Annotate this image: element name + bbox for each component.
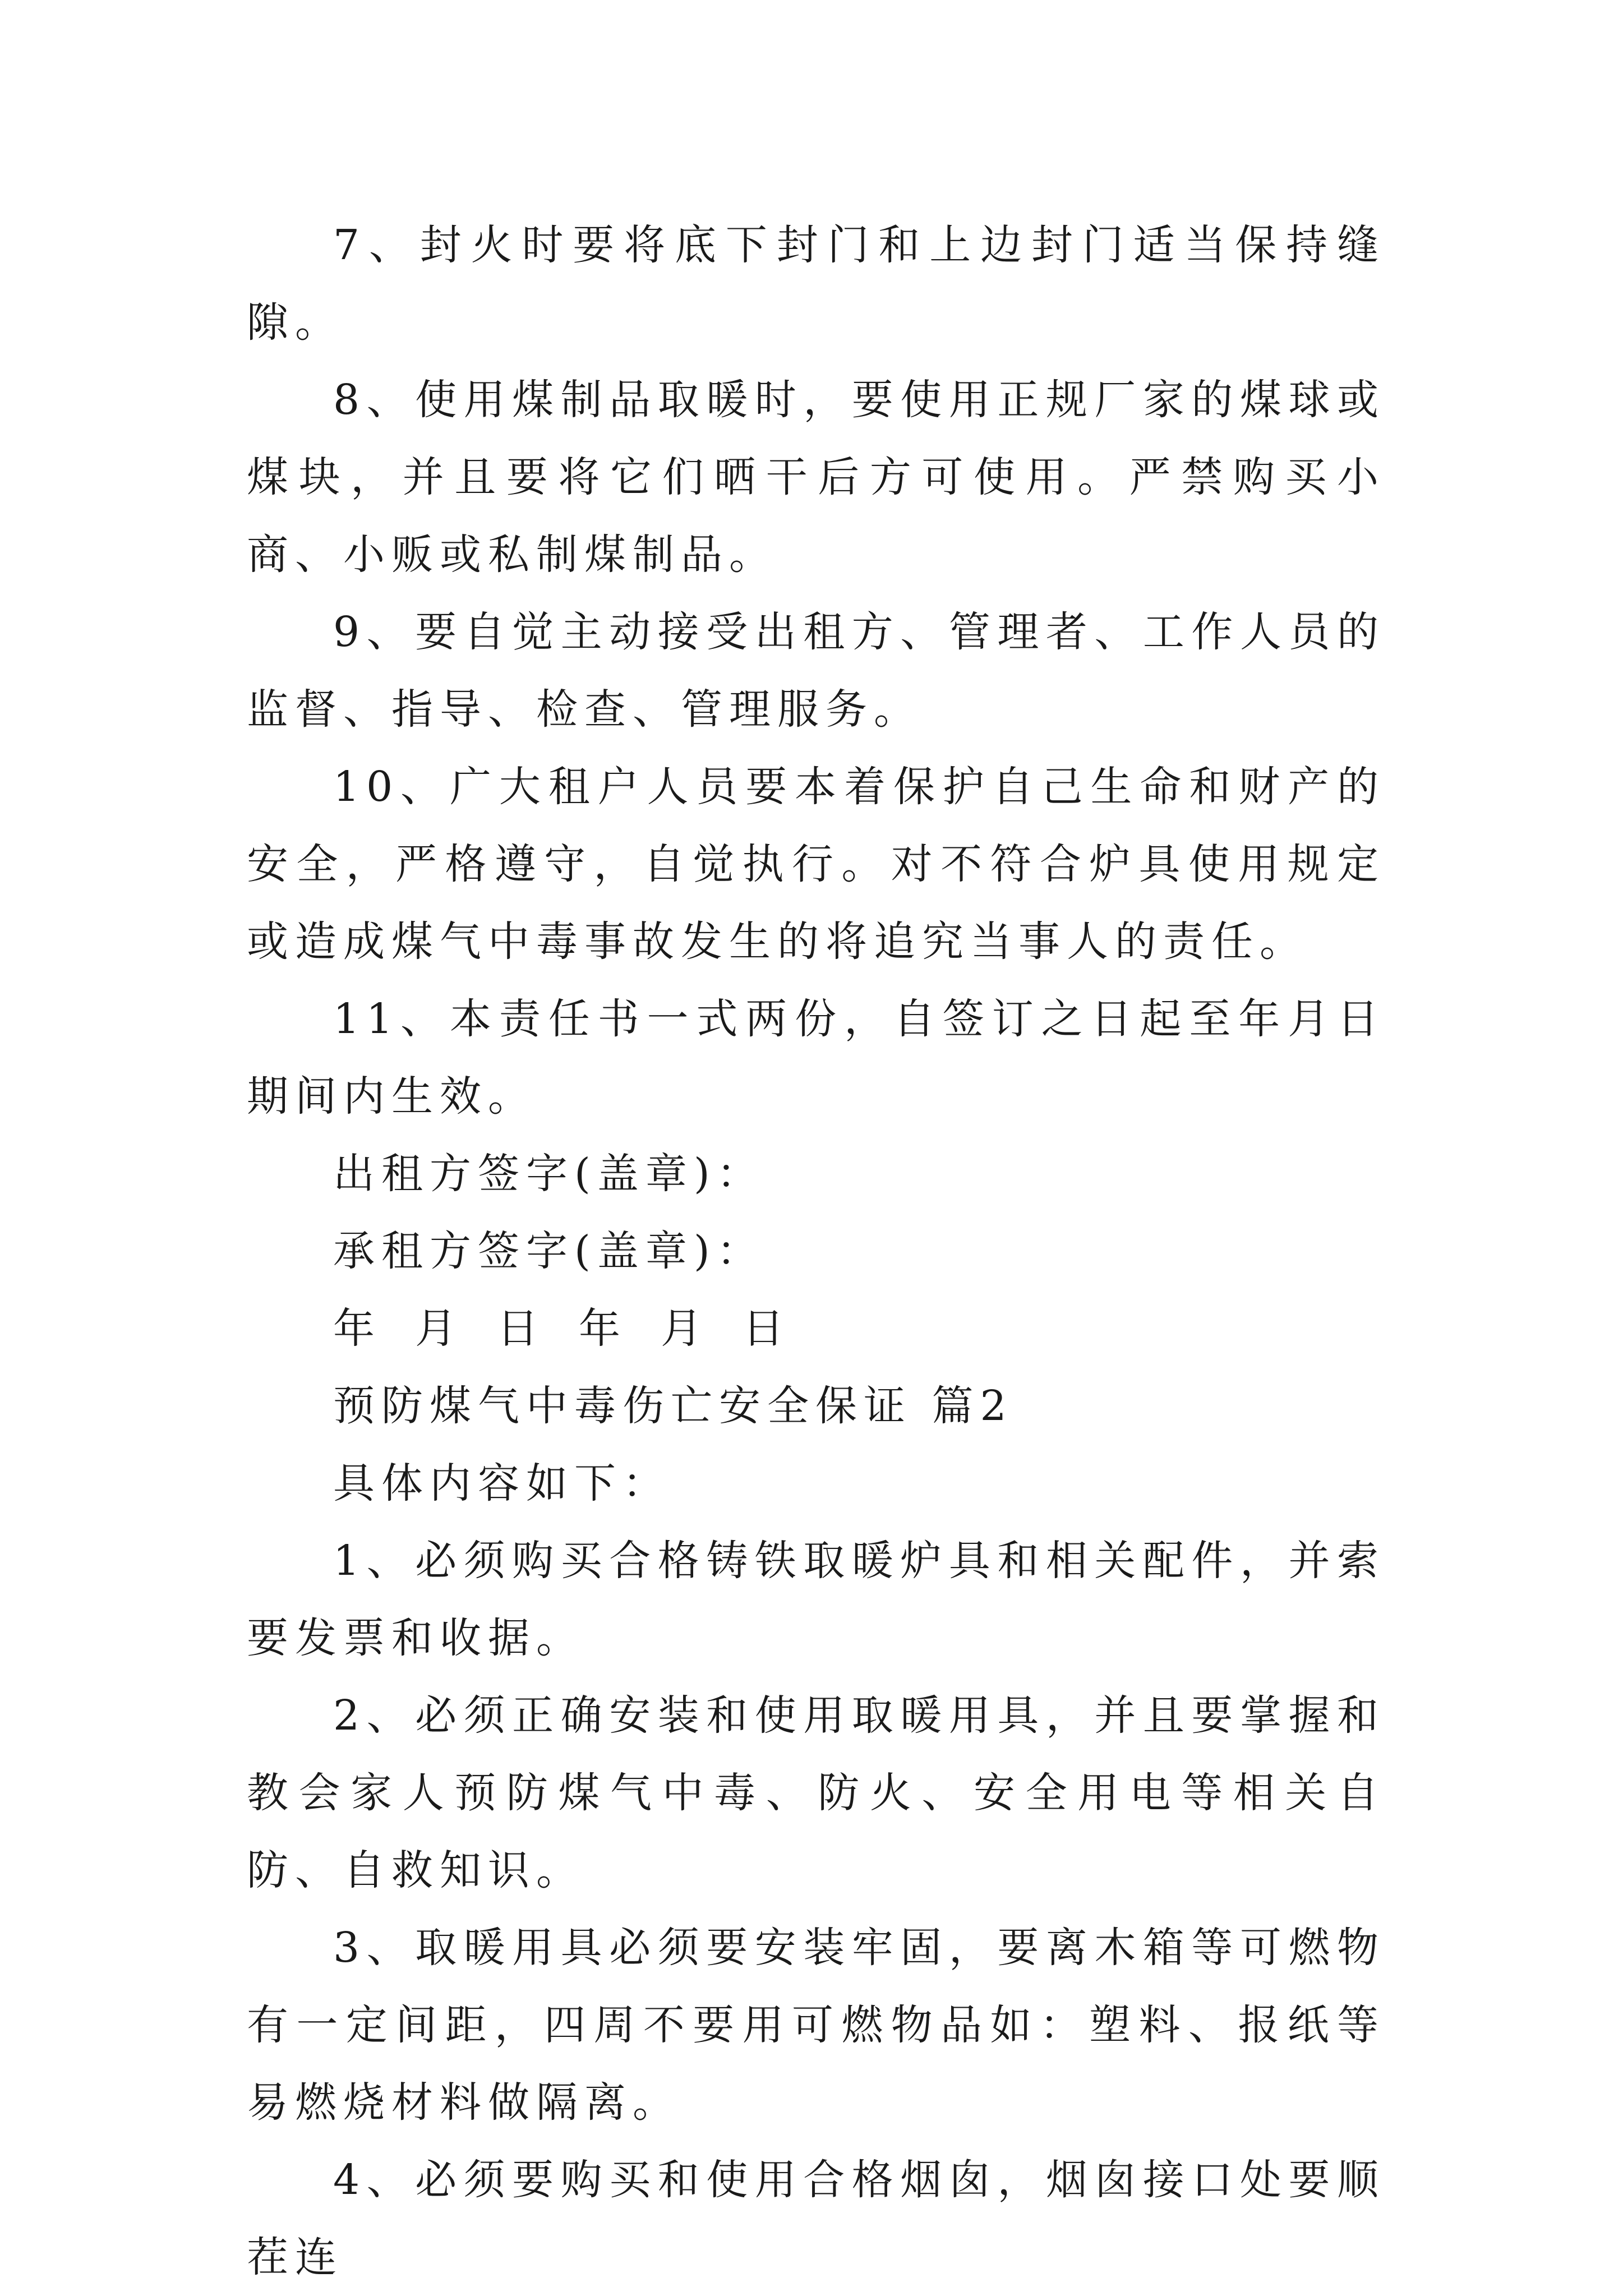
date-day-1: 日 <box>497 1304 545 1353</box>
item-3: 3、取暖用具必须要安装牢固，要离木箱等可燃物有一定间距，四周不要用可燃物品如：塑料、报纸等易燃烧材料做隔离。 <box>247 1924 1385 2127</box>
paragraph-7: 7、封火时要将底下封门和上边封门适当保持缝隙。 <box>247 221 1385 347</box>
paragraph-10: 10、广大租户人员要本着保护自己生命和财产的安全，严格遵守，自觉执行。对不符合炉具使用规定或造成煤气中毒事故发生的将追究当事人的责任。 <box>247 763 1385 966</box>
section-intro: 具体内容如下： <box>333 1459 671 1507</box>
lessee-signature: 承租方签字(盖章)： <box>333 1227 765 1275</box>
date-day-2: 日 <box>743 1304 791 1353</box>
paragraph-11: 11、本责任书一式两份，自签订之日起至年月日期间内生效。 <box>247 995 1385 1121</box>
date-year-1: 年 <box>333 1304 381 1353</box>
item-2: 2、必须正确安装和使用取暖用具，并且要掌握和教会家人预防煤气中毒、防火、安全用电等相关自防、自救知识。 <box>247 1691 1385 1894</box>
document-body <box>247 206 1385 2296</box>
date-month-2: 月 <box>661 1304 709 1353</box>
item-1: 1、必须购买合格铸铁取暖炉具和相关配件，并索要发票和收据。 <box>247 1537 1385 1662</box>
section-title: 预防煤气中毒伤亡安全保证 篇2 <box>333 1382 1013 1430</box>
date-month-1: 月 <box>415 1304 463 1353</box>
paragraph-9: 9、要自觉主动接受出租方、管理者、工作人员的监督、指导、检查、管理服务。 <box>247 608 1385 734</box>
date-line <box>247 1290 1385 1367</box>
lessor-signature: 出租方签字(盖章)： <box>333 1150 765 1198</box>
item-4: 4、必须要购买和使用合格烟囱，烟囱接口处要顺茬连 <box>247 2156 1385 2281</box>
paragraph-8: 8、使用煤制品取暖时，要使用正规厂家的煤球或煤块，并且要将它们晒干后方可使用。严禁购买小商、小贩或私制煤制品。 <box>247 376 1385 579</box>
date-year-2: 年 <box>579 1304 627 1353</box>
